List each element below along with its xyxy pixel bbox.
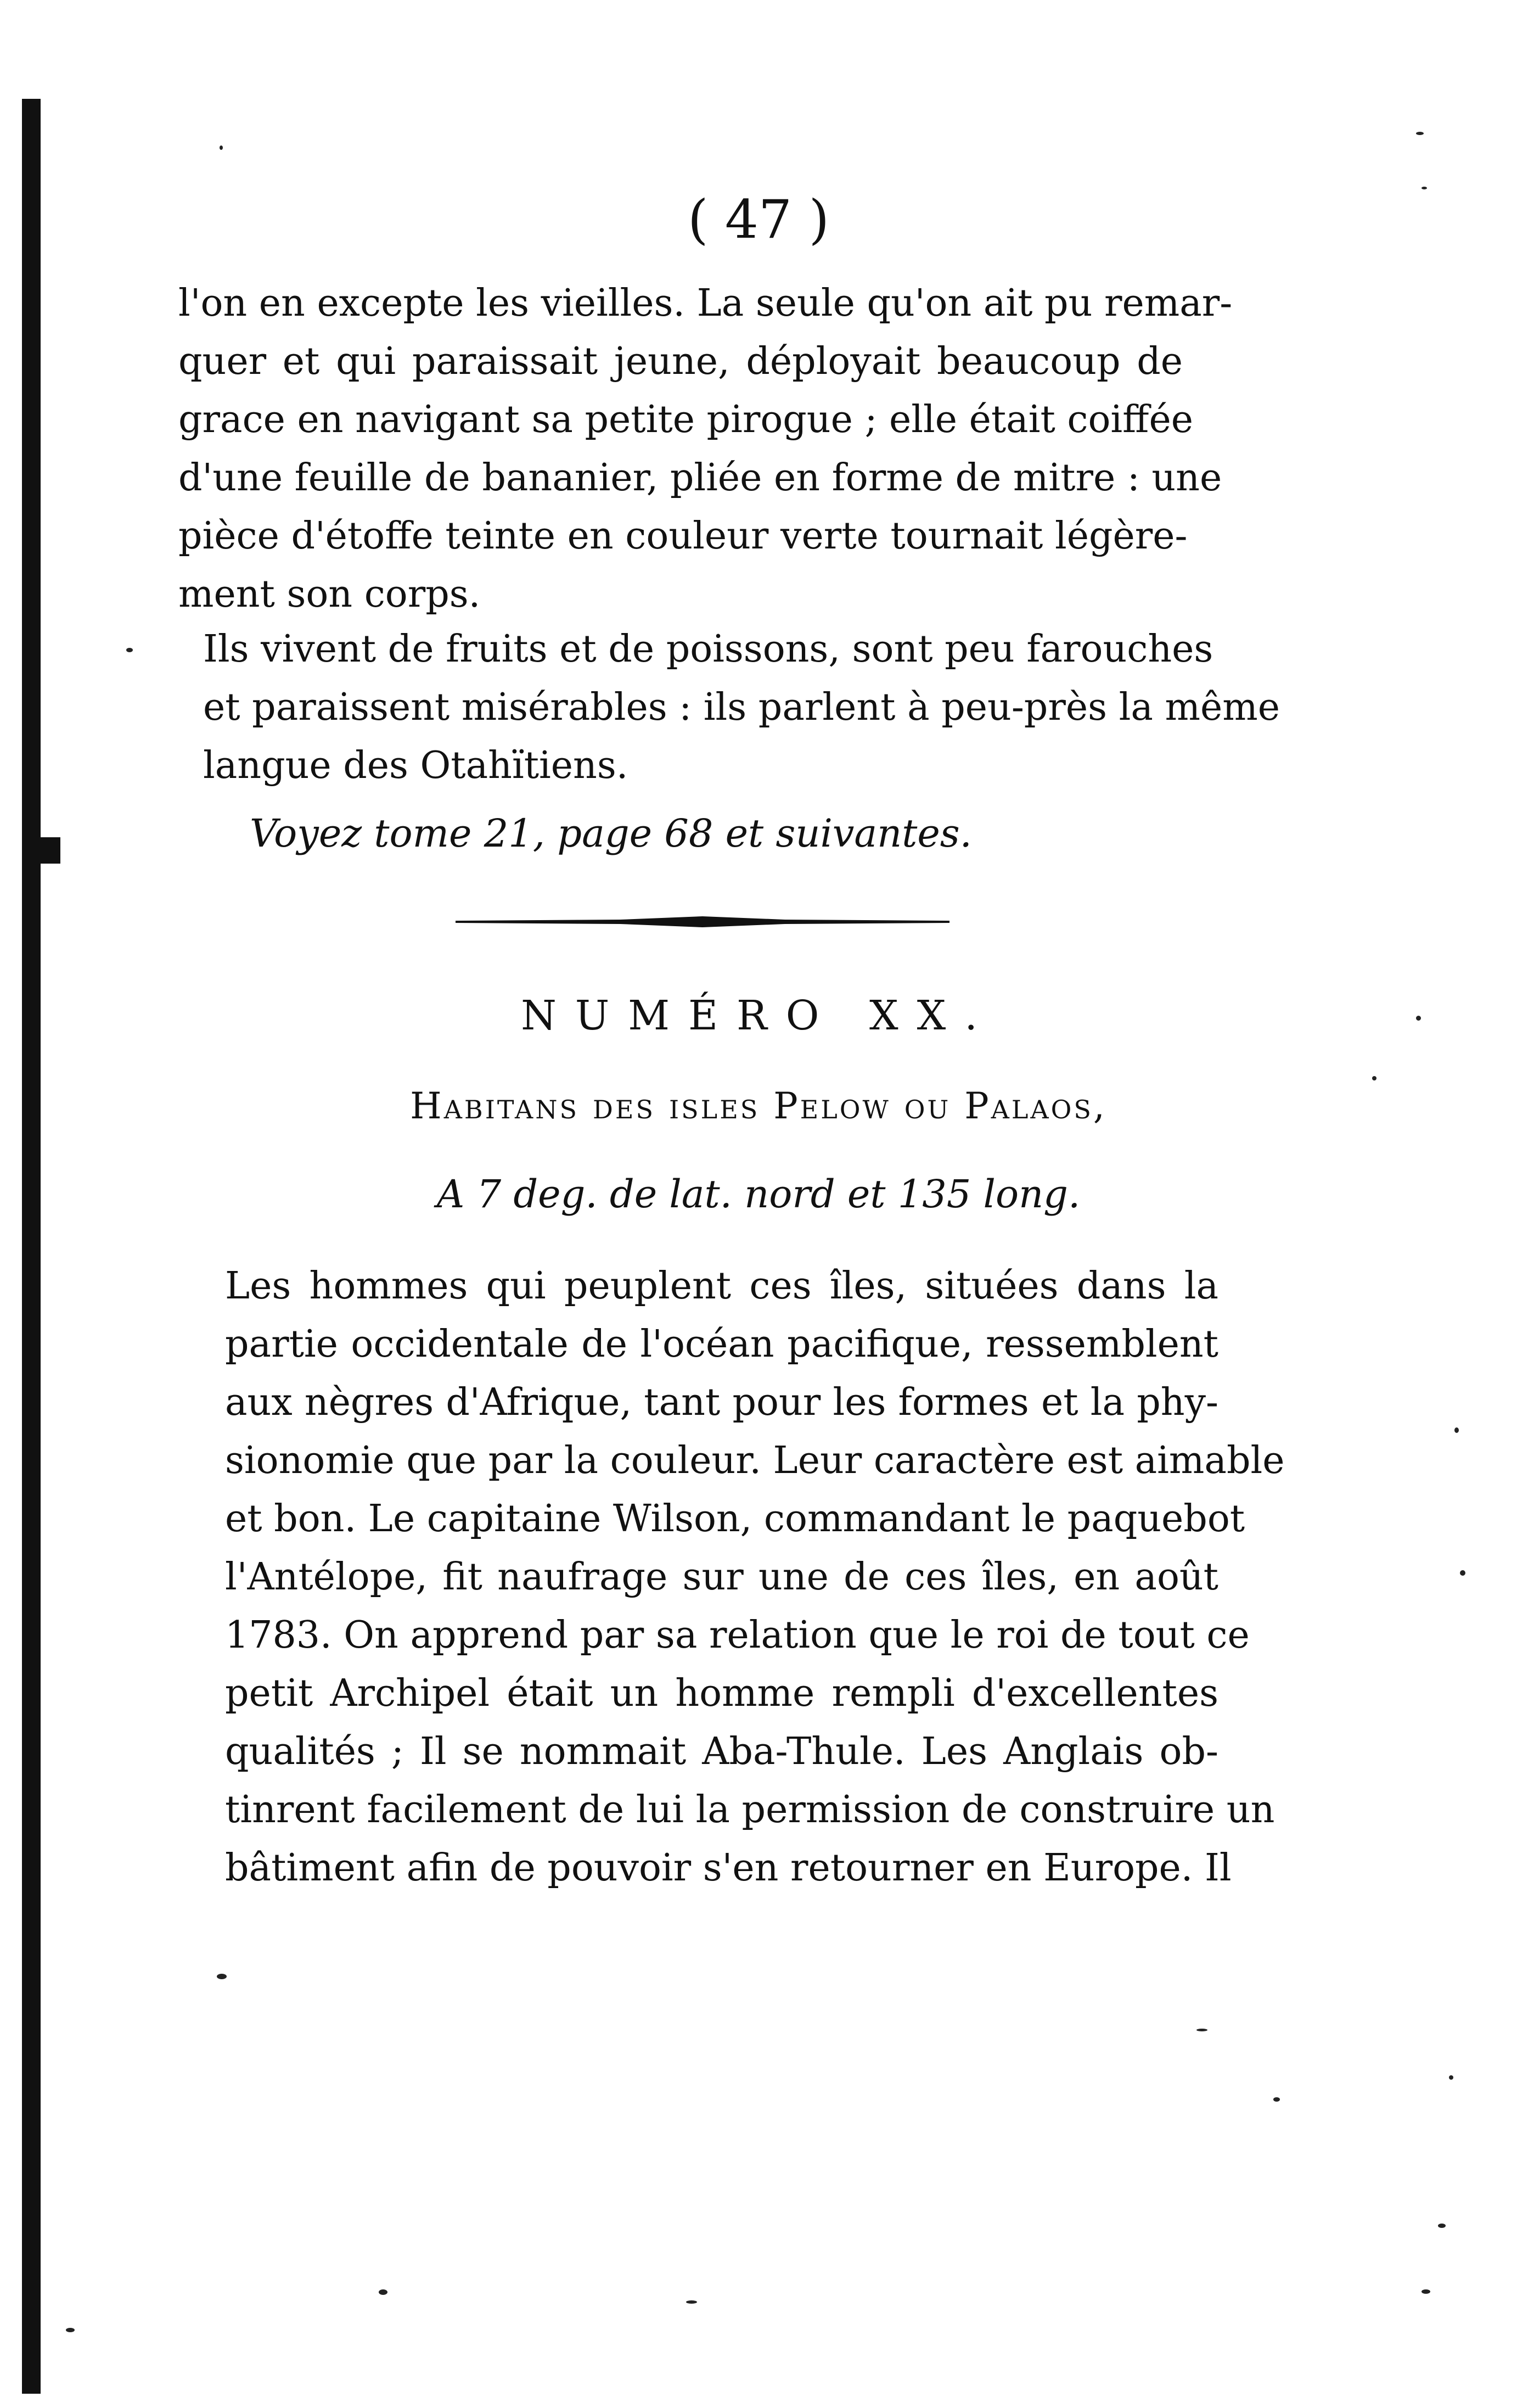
text-line: d'une feuille de bananier, pliée en forme de mitre : une [178, 456, 1222, 500]
scan-speck [1196, 2029, 1207, 2031]
scan-speck [126, 648, 133, 652]
text-line: l'Antélope, fit naufrage sur une de ces îles, en août [225, 1555, 1218, 1599]
scan-speck [1372, 1076, 1376, 1080]
scan-speck [1422, 187, 1427, 189]
text-line: pièce d'étoffe teinte en couleur verte tournait légère- [178, 514, 1188, 558]
scan-speck [1438, 2224, 1446, 2228]
section-title: Habitans des isles Pelow ou Palaos, [410, 1085, 1107, 1127]
scan-speck [1422, 2289, 1430, 2294]
text-line: qualités ; Il se nommait Aba-Thule. Les Anglais ob- [225, 1730, 1218, 1773]
scan-speck [1460, 1570, 1465, 1576]
text-line: tinrent facilement de lui la permission de construire un [225, 1788, 1275, 1832]
scan-speck [1454, 1427, 1459, 1433]
text-line: Ils vivent de fruits et de poissons, sont peu farouches [203, 628, 1213, 671]
scan-speck [1416, 132, 1424, 135]
page-spine-edge [22, 99, 41, 2394]
section-divider-rule [456, 916, 949, 928]
section-number: NUMÉRO XX. [521, 992, 996, 1039]
cross-reference: Voyez tome 21, page 68 et suivantes. [250, 811, 972, 856]
text-line: sionomie que par la couleur. Leur caractère est aimable [225, 1439, 1285, 1482]
text-line: ment son corps. [178, 573, 481, 616]
text-line: partie occidentale de l'océan pacifique, ressemblent [225, 1323, 1218, 1366]
scan-speck [686, 2300, 697, 2304]
text-line: et paraissent misérables : ils parlent à peu-près la même [203, 686, 1280, 729]
text-line: Les hommes qui peuplent ces îles, situées dans la [225, 1264, 1218, 1308]
text-line: et bon. Le capitaine Wilson, commandant le paquebot [225, 1497, 1245, 1541]
text-line: 1783. On apprend par sa relation que le roi de tout ce [225, 1614, 1250, 1657]
text-line: petit Archipel était un homme rempli d'excellentes [225, 1672, 1218, 1715]
text-line: langue des Otahïtiens. [203, 744, 628, 787]
page-number: ( 47 ) [687, 189, 830, 250]
scan-speck [66, 2328, 75, 2332]
section-location: A 7 deg. de lat. nord et 135 long. [436, 1172, 1081, 1217]
text-line: l'on en excepte les vieilles. La seule qu'on ait pu remar- [178, 282, 1233, 325]
paragraph-diet-language [203, 620, 1280, 795]
paragraph-continuation [178, 275, 1233, 624]
page-spine-notch [41, 837, 60, 864]
text-line: grace en navigant sa petite pirogue ; elle était coiffée [178, 398, 1193, 441]
scan-speck [1416, 1016, 1421, 1021]
scan-speck [379, 2289, 387, 2295]
scan-speck [217, 1974, 227, 1979]
scan-speck [1273, 2097, 1280, 2102]
paragraph-inhabitants [225, 1257, 1285, 1897]
text-line: bâtiment afin de pouvoir s'en retourner en Europe. Il [225, 1846, 1232, 1890]
text-line: quer et qui paraissait jeune, déployait beaucoup de [178, 340, 1183, 383]
text-line: aux nègres d'Afrique, tant pour les formes et la phy- [225, 1381, 1218, 1424]
scan-speck [220, 145, 223, 150]
scan-speck [1449, 2075, 1453, 2080]
